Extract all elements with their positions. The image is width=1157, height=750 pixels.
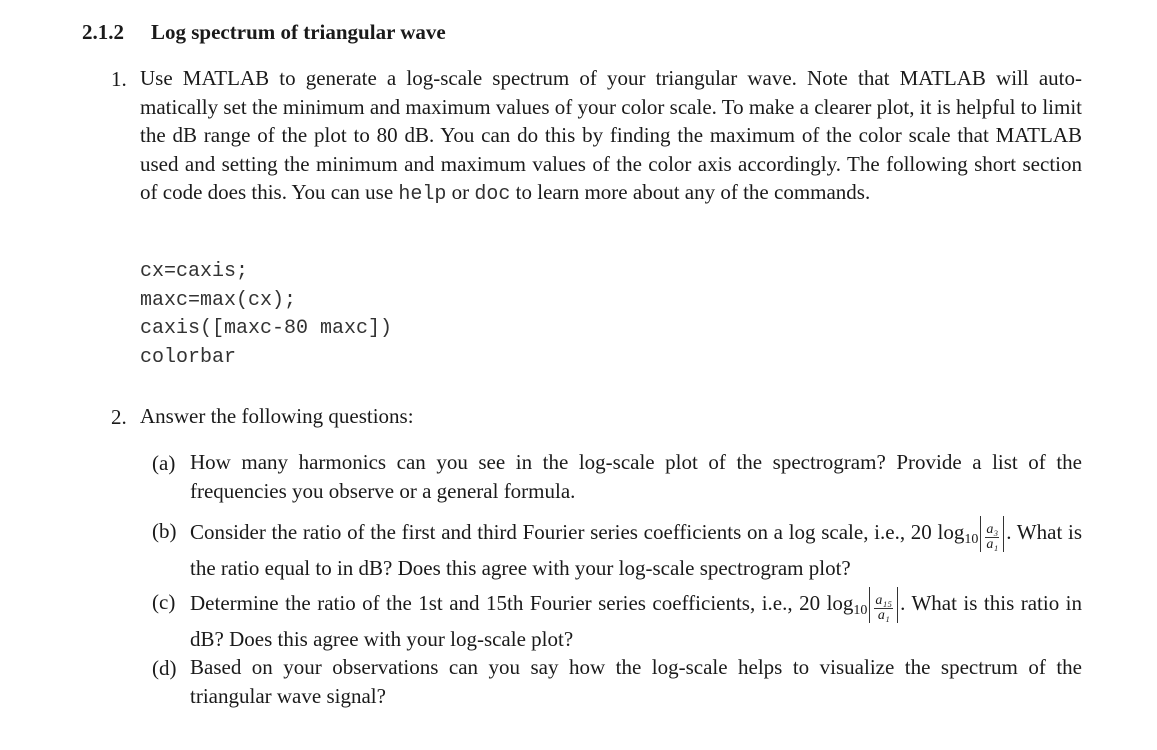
formula-subscript: 10: [964, 531, 979, 547]
item-2-text: Answer the following questions:: [140, 404, 414, 428]
item-1-number: 1.: [111, 67, 127, 91]
formula-numerator: a₁₅: [875, 593, 893, 608]
code-line: colorbar: [140, 345, 237, 369]
question-b-text-post: . What is the ratio equal to in dB? Does this agree with your log-scale spectrogram plot?: [190, 519, 1082, 581]
code-line: maxc=max(cx);: [140, 288, 297, 312]
formula-fraction: [874, 594, 893, 623]
formula-denominator: a₁: [986, 537, 999, 552]
section-number: 2.1.2: [82, 20, 124, 44]
item-1-text-a: Use MATLAB to generate a log-scale spectrum of your triangular wave. Note that MATLAB will auto-matically set the minimum and maximum values of your color scale. To make a clearer plot, it is helpful to limit the dB range of the plot to 80 dB. You can do this by finding the maximum of the color scale that MATLAB used and setting the minimum and maximum values of the color axis accordingly. The following short section of code does this. You can use: [140, 66, 1082, 205]
question-a-label: (a): [152, 451, 176, 475]
formula-subscript: 10: [853, 602, 868, 618]
code-line: cx=caxis;: [140, 260, 249, 283]
code-block: [140, 258, 392, 372]
question-c-label: (c): [152, 590, 176, 614]
section-heading: [82, 20, 446, 45]
formula-abs: [869, 587, 898, 623]
question-c-text-pre: Determine the ratio of the 1st and 15th Fourier series coefficients, i.e.,: [190, 590, 793, 615]
item-2-number: 2.: [111, 405, 127, 429]
question-b-label: (b): [152, 519, 177, 543]
question-b-text-pre: Consider the ratio of the first and third Fourier series coefficients on a log scale, i.e.,: [190, 519, 906, 544]
item-1-text-b: to learn more about any of the commands.: [515, 180, 871, 205]
formula-numerator: a₃: [986, 522, 999, 537]
question-b-paragraph: [190, 516, 1082, 583]
section-title: Log spectrum of triangular wave: [151, 20, 446, 44]
question-c-formula: [799, 590, 900, 623]
question-d-label: (d): [152, 656, 177, 680]
question-c-paragraph: [190, 587, 1082, 654]
question-b-formula: [910, 519, 1006, 552]
formula-denominator: a₁: [877, 608, 890, 623]
formula-prefix: 20 log: [799, 590, 854, 615]
formula-prefix: 20 log: [910, 519, 965, 544]
formula-abs: [980, 516, 1004, 552]
formula-fraction: [985, 523, 999, 552]
question-c-text-post: . What is this ratio in dB? Does this agree with your log-scale plot?: [190, 590, 1083, 652]
item-1-paragraph: [140, 64, 1082, 210]
question-d-text: Based on your observations can you say how the log-scale helps to visualize the spectrum of the triangular wave signal?: [190, 655, 1082, 708]
code-doc: doc: [474, 183, 511, 207]
code-help: help: [398, 183, 447, 207]
code-line: caxis([maxc-80 maxc]): [140, 317, 393, 341]
item-1-text-or: or: [451, 180, 470, 205]
question-a-text: How many harmonics can you see in the log-scale plot of the spectrogram? Provide a list of the frequencies you observe or a general formula.: [190, 450, 1082, 503]
